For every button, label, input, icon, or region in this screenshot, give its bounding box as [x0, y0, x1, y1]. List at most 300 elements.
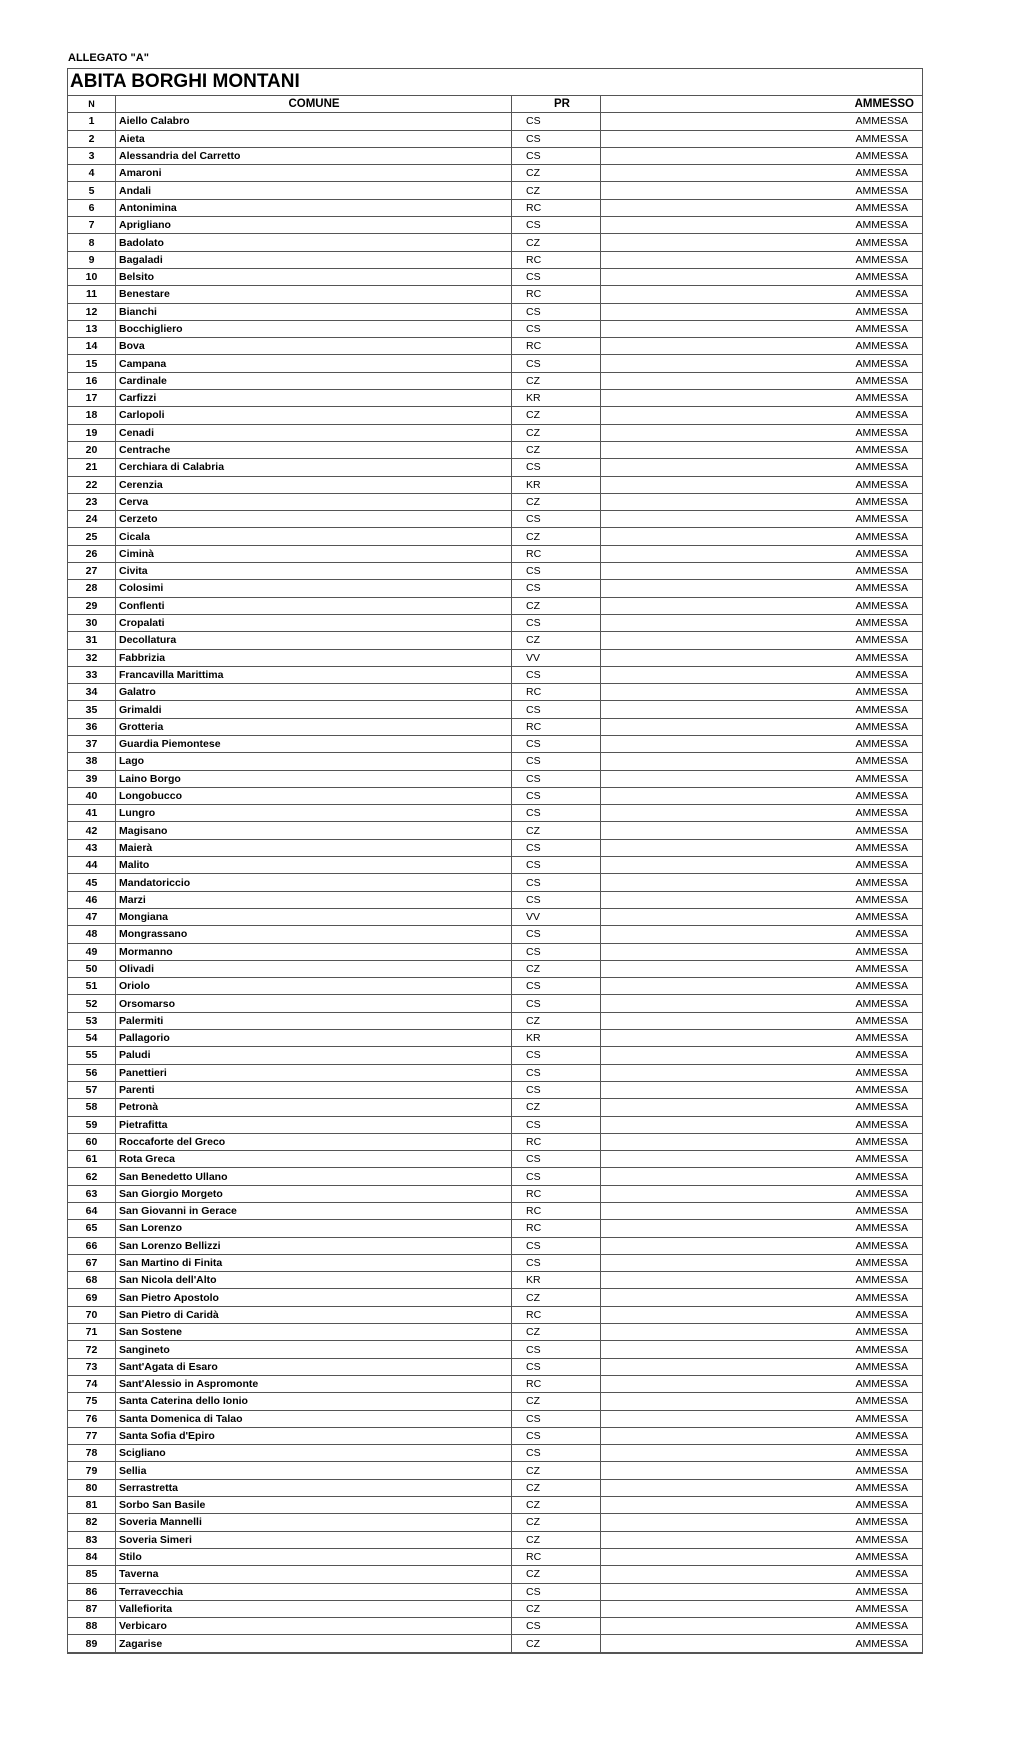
province-code: CZ: [512, 597, 601, 614]
row-number: 49: [68, 943, 116, 960]
province-code: RC: [512, 338, 601, 355]
admission-status: AMMESSA: [601, 580, 923, 597]
comune-name: Soveria Mannelli: [116, 1514, 512, 1531]
province-code: RC: [512, 718, 601, 735]
row-number: 39: [68, 770, 116, 787]
comune-name: Aprigliano: [116, 217, 512, 234]
table-row: [68, 1220, 922, 1237]
comune-name: Taverna: [116, 1566, 512, 1583]
table-row: [68, 1410, 922, 1427]
province-code: CS: [512, 1341, 601, 1358]
admission-status: AMMESSA: [601, 1600, 923, 1617]
admission-status: AMMESSA: [601, 805, 923, 822]
table-row: [68, 822, 922, 839]
table-row: [68, 1116, 922, 1133]
comune-name: Francavilla Marittima: [116, 666, 512, 683]
table-row: [68, 701, 922, 718]
table-row: [68, 1427, 922, 1444]
table-row: [68, 199, 922, 216]
table-row: [68, 684, 922, 701]
table-row: [68, 113, 922, 130]
comune-name: Antonimina: [116, 199, 512, 216]
admission-status: AMMESSA: [601, 130, 923, 147]
comune-name: San Sostene: [116, 1324, 512, 1341]
table-row: [68, 217, 922, 234]
province-code: CS: [512, 1254, 601, 1271]
province-code: CS: [512, 1427, 601, 1444]
row-number: 29: [68, 597, 116, 614]
province-code: CZ: [512, 632, 601, 649]
admission-status: AMMESSA: [601, 943, 923, 960]
admission-status: AMMESSA: [601, 753, 923, 770]
row-number: 3: [68, 147, 116, 164]
admission-status: AMMESSA: [601, 735, 923, 752]
table-row: [68, 147, 922, 164]
row-number: 74: [68, 1375, 116, 1392]
comune-name: Cropalati: [116, 614, 512, 631]
row-number: 10: [68, 268, 116, 285]
province-code: CS: [512, 1583, 601, 1600]
comune-name: San Benedetto Ullano: [116, 1168, 512, 1185]
province-code: CZ: [512, 182, 601, 199]
table-row: [68, 1324, 922, 1341]
province-code: CZ: [512, 1324, 601, 1341]
row-number: 22: [68, 476, 116, 493]
admission-status: AMMESSA: [601, 978, 923, 995]
admission-status: AMMESSA: [601, 165, 923, 182]
row-number: 32: [68, 649, 116, 666]
admission-status: AMMESSA: [601, 1358, 923, 1375]
row-number: 72: [68, 1341, 116, 1358]
province-code: CZ: [512, 407, 601, 424]
comune-name: San Giorgio Morgeto: [116, 1185, 512, 1202]
row-number: 64: [68, 1203, 116, 1220]
admission-status: AMMESSA: [601, 995, 923, 1012]
admission-status: AMMESSA: [601, 1116, 923, 1133]
row-number: 68: [68, 1272, 116, 1289]
comune-name: Panettieri: [116, 1064, 512, 1081]
province-code: CS: [512, 839, 601, 856]
admission-status: AMMESSA: [601, 1133, 923, 1150]
row-number: 8: [68, 234, 116, 251]
comune-name: Badolato: [116, 234, 512, 251]
row-number: 23: [68, 493, 116, 510]
row-number: 80: [68, 1479, 116, 1496]
row-number: 61: [68, 1151, 116, 1168]
comune-name: Colosimi: [116, 580, 512, 597]
province-code: CZ: [512, 1566, 601, 1583]
row-number: 79: [68, 1462, 116, 1479]
admission-status: AMMESSA: [601, 459, 923, 476]
table-row: [68, 390, 922, 407]
admission-status: AMMESSA: [601, 217, 923, 234]
table-row: [68, 943, 922, 960]
row-number: 65: [68, 1220, 116, 1237]
table-row: [68, 476, 922, 493]
table-row: [68, 787, 922, 804]
admission-status: AMMESSA: [601, 1168, 923, 1185]
admission-status: AMMESSA: [601, 1497, 923, 1514]
comune-name: Scigliano: [116, 1445, 512, 1462]
province-code: CZ: [512, 1012, 601, 1029]
table-row: [68, 303, 922, 320]
row-number: 4: [68, 165, 116, 182]
table-row: [68, 1497, 922, 1514]
row-number: 13: [68, 320, 116, 337]
header-ammesso: AMMESSO: [601, 96, 923, 113]
admission-status: AMMESSA: [601, 770, 923, 787]
comune-name: Andali: [116, 182, 512, 199]
admission-status: AMMESSA: [601, 251, 923, 268]
row-number: 12: [68, 303, 116, 320]
province-code: CS: [512, 580, 601, 597]
table-row: [68, 1479, 922, 1496]
comune-name: San Lorenzo: [116, 1220, 512, 1237]
admission-status: AMMESSA: [601, 234, 923, 251]
admission-status: AMMESSA: [601, 199, 923, 216]
admission-status: AMMESSA: [601, 1618, 923, 1635]
admission-status: AMMESSA: [601, 441, 923, 458]
province-code: CS: [512, 995, 601, 1012]
province-code: CS: [512, 735, 601, 752]
province-code: CZ: [512, 528, 601, 545]
comune-name: Bocchigliero: [116, 320, 512, 337]
row-number: 75: [68, 1393, 116, 1410]
admission-status: AMMESSA: [601, 1393, 923, 1410]
province-code: KR: [512, 1030, 601, 1047]
admission-status: AMMESSA: [601, 182, 923, 199]
row-number: 78: [68, 1445, 116, 1462]
table-row: [68, 632, 922, 649]
comune-name: Carfizzi: [116, 390, 512, 407]
row-number: 44: [68, 857, 116, 874]
admission-status: AMMESSA: [601, 666, 923, 683]
comune-name: Mongiana: [116, 908, 512, 925]
province-code: CS: [512, 563, 601, 580]
table-row: [68, 338, 922, 355]
province-code: CS: [512, 130, 601, 147]
comune-name: Cerchiara di Calabria: [116, 459, 512, 476]
row-number: 87: [68, 1600, 116, 1617]
province-code: CS: [512, 1445, 601, 1462]
table-row: [68, 1514, 922, 1531]
admission-status: AMMESSA: [601, 1220, 923, 1237]
table-row: [68, 805, 922, 822]
province-code: RC: [512, 251, 601, 268]
table-row: [68, 320, 922, 337]
province-code: CZ: [512, 1531, 601, 1548]
table-row: [68, 251, 922, 268]
table-row: [68, 874, 922, 891]
header-n: N: [68, 96, 116, 113]
province-code: CS: [512, 891, 601, 908]
row-number: 53: [68, 1012, 116, 1029]
admission-status: AMMESSA: [601, 320, 923, 337]
row-number: 57: [68, 1081, 116, 1098]
admission-status: AMMESSA: [601, 1341, 923, 1358]
admission-status: AMMESSA: [601, 476, 923, 493]
province-code: CS: [512, 1168, 601, 1185]
province-code: CZ: [512, 1289, 601, 1306]
comune-name: Ciminà: [116, 545, 512, 562]
admission-status: AMMESSA: [601, 1272, 923, 1289]
comune-name: Stilo: [116, 1548, 512, 1565]
comune-name: Belsito: [116, 268, 512, 285]
row-number: 86: [68, 1583, 116, 1600]
comune-name: San Giovanni in Gerace: [116, 1203, 512, 1220]
admission-status: AMMESSA: [601, 1203, 923, 1220]
admission-status: AMMESSA: [601, 787, 923, 804]
comune-name: Terravecchia: [116, 1583, 512, 1600]
table-row: [68, 545, 922, 562]
province-code: VV: [512, 908, 601, 925]
row-number: 34: [68, 684, 116, 701]
comune-name: Paludi: [116, 1047, 512, 1064]
province-code: RC: [512, 1375, 601, 1392]
comune-name: Cerzeto: [116, 511, 512, 528]
admission-status: AMMESSA: [601, 1030, 923, 1047]
admission-status: AMMESSA: [601, 1324, 923, 1341]
table-row: [68, 1306, 922, 1323]
admission-status: AMMESSA: [601, 1254, 923, 1271]
table-row: [68, 666, 922, 683]
table-row: [68, 597, 922, 614]
admission-status: AMMESSA: [601, 1185, 923, 1202]
admission-status: AMMESSA: [601, 1064, 923, 1081]
table-row: [68, 286, 922, 303]
province-code: CZ: [512, 441, 601, 458]
header-pr: PR: [512, 96, 601, 113]
table-row: [68, 1081, 922, 1098]
comune-name: Guardia Piemontese: [116, 735, 512, 752]
comune-name: Civita: [116, 563, 512, 580]
table-row: [68, 1393, 922, 1410]
admission-status: AMMESSA: [601, 1289, 923, 1306]
comune-name: Alessandria del Carretto: [116, 147, 512, 164]
province-code: CS: [512, 1116, 601, 1133]
comune-name: Pallagorio: [116, 1030, 512, 1047]
admission-status: AMMESSA: [601, 1445, 923, 1462]
province-code: CS: [512, 320, 601, 337]
comune-name: Pietrafitta: [116, 1116, 512, 1133]
comune-name: Grimaldi: [116, 701, 512, 718]
comune-name: Aiello Calabro: [116, 113, 512, 130]
row-number: 70: [68, 1306, 116, 1323]
province-code: CS: [512, 1047, 601, 1064]
province-code: RC: [512, 1220, 601, 1237]
row-number: 33: [68, 666, 116, 683]
row-number: 51: [68, 978, 116, 995]
table-row: [68, 528, 922, 545]
row-number: 9: [68, 251, 116, 268]
row-number: 40: [68, 787, 116, 804]
province-code: CS: [512, 614, 601, 631]
province-code: RC: [512, 1306, 601, 1323]
row-number: 69: [68, 1289, 116, 1306]
municipalities-table-box: [67, 68, 923, 1654]
table-row: [68, 1341, 922, 1358]
admission-status: AMMESSA: [601, 1237, 923, 1254]
table-row: [68, 1583, 922, 1600]
row-number: 60: [68, 1133, 116, 1150]
table-row: [68, 493, 922, 510]
province-code: CS: [512, 1064, 601, 1081]
row-number: 21: [68, 459, 116, 476]
table-row: [68, 1237, 922, 1254]
admission-status: AMMESSA: [601, 857, 923, 874]
admission-status: AMMESSA: [601, 1635, 923, 1652]
province-code: CS: [512, 268, 601, 285]
row-number: 63: [68, 1185, 116, 1202]
comune-name: Santa Caterina dello Ionio: [116, 1393, 512, 1410]
table-row: [68, 165, 922, 182]
comune-name: Petronà: [116, 1099, 512, 1116]
admission-status: AMMESSA: [601, 1531, 923, 1548]
row-number: 27: [68, 563, 116, 580]
comune-name: Zagarise: [116, 1635, 512, 1652]
comune-name: Mormanno: [116, 943, 512, 960]
admission-status: AMMESSA: [601, 390, 923, 407]
table-header-row: [68, 96, 922, 113]
admission-status: AMMESSA: [601, 718, 923, 735]
table-row: [68, 1548, 922, 1565]
province-code: CZ: [512, 1635, 601, 1652]
row-number: 26: [68, 545, 116, 562]
comune-name: Lungro: [116, 805, 512, 822]
table-row: [68, 614, 922, 631]
row-number: 30: [68, 614, 116, 631]
table-row: [68, 234, 922, 251]
row-number: 19: [68, 424, 116, 441]
table-row: [68, 1064, 922, 1081]
province-code: CS: [512, 926, 601, 943]
admission-status: AMMESSA: [601, 1012, 923, 1029]
province-code: CS: [512, 787, 601, 804]
province-code: CZ: [512, 1514, 601, 1531]
row-number: 50: [68, 960, 116, 977]
province-code: CZ: [512, 493, 601, 510]
table-row: [68, 580, 922, 597]
row-number: 66: [68, 1237, 116, 1254]
admission-status: AMMESSA: [601, 614, 923, 631]
table-row: [68, 718, 922, 735]
table-row: [68, 1151, 922, 1168]
row-number: 42: [68, 822, 116, 839]
row-number: 36: [68, 718, 116, 735]
table-row: [68, 891, 922, 908]
row-number: 5: [68, 182, 116, 199]
comune-name: Sellia: [116, 1462, 512, 1479]
comune-name: Malito: [116, 857, 512, 874]
admission-status: AMMESSA: [601, 1566, 923, 1583]
province-code: CS: [512, 978, 601, 995]
row-number: 59: [68, 1116, 116, 1133]
row-number: 84: [68, 1548, 116, 1565]
table-row: [68, 511, 922, 528]
admission-status: AMMESSA: [601, 649, 923, 666]
admission-status: AMMESSA: [601, 1583, 923, 1600]
row-number: 6: [68, 199, 116, 216]
province-code: CZ: [512, 1479, 601, 1496]
province-code: CS: [512, 1081, 601, 1098]
row-number: 73: [68, 1358, 116, 1375]
row-number: 55: [68, 1047, 116, 1064]
admission-status: AMMESSA: [601, 147, 923, 164]
row-number: 11: [68, 286, 116, 303]
row-number: 31: [68, 632, 116, 649]
table-row: [68, 424, 922, 441]
province-code: CZ: [512, 960, 601, 977]
admission-status: AMMESSA: [601, 1047, 923, 1064]
table-row: [68, 1047, 922, 1064]
comune-name: Decollatura: [116, 632, 512, 649]
table-row: [68, 908, 922, 925]
table-row: [68, 1635, 922, 1652]
comune-name: Aieta: [116, 130, 512, 147]
comune-name: Soveria Simeri: [116, 1531, 512, 1548]
comune-name: Serrastretta: [116, 1479, 512, 1496]
header-comune: COMUNE: [116, 96, 512, 113]
table-row: [68, 1462, 922, 1479]
province-code: KR: [512, 1272, 601, 1289]
row-number: 28: [68, 580, 116, 597]
admission-status: AMMESSA: [601, 960, 923, 977]
province-code: VV: [512, 649, 601, 666]
comune-name: Oriolo: [116, 978, 512, 995]
comune-name: Carlopoli: [116, 407, 512, 424]
table-row: [68, 130, 922, 147]
province-code: RC: [512, 1185, 601, 1202]
table-row: [68, 1531, 922, 1548]
province-code: CZ: [512, 165, 601, 182]
province-code: CZ: [512, 372, 601, 389]
admission-status: AMMESSA: [601, 1462, 923, 1479]
province-code: RC: [512, 286, 601, 303]
comune-name: Mandatoriccio: [116, 874, 512, 891]
row-number: 88: [68, 1618, 116, 1635]
row-number: 7: [68, 217, 116, 234]
comune-name: Amaroni: [116, 165, 512, 182]
table-row: [68, 1618, 922, 1635]
table-row: [68, 839, 922, 856]
admission-status: AMMESSA: [601, 908, 923, 925]
province-code: CZ: [512, 822, 601, 839]
province-code: CZ: [512, 1462, 601, 1479]
table-row: [68, 1203, 922, 1220]
province-code: CS: [512, 147, 601, 164]
row-number: 76: [68, 1410, 116, 1427]
municipalities-table: [68, 96, 922, 1653]
comune-name: Fabbrizia: [116, 649, 512, 666]
row-number: 16: [68, 372, 116, 389]
province-code: CS: [512, 857, 601, 874]
row-number: 17: [68, 390, 116, 407]
admission-status: AMMESSA: [601, 632, 923, 649]
admission-status: AMMESSA: [601, 1306, 923, 1323]
admission-status: AMMESSA: [601, 286, 923, 303]
row-number: 24: [68, 511, 116, 528]
admission-status: AMMESSA: [601, 891, 923, 908]
province-code: CS: [512, 113, 601, 130]
comune-name: Bova: [116, 338, 512, 355]
comune-name: Parenti: [116, 1081, 512, 1098]
admission-status: AMMESSA: [601, 355, 923, 372]
admission-status: AMMESSA: [601, 597, 923, 614]
province-code: RC: [512, 1133, 601, 1150]
comune-name: Longobucco: [116, 787, 512, 804]
province-code: CZ: [512, 1099, 601, 1116]
comune-name: San Martino di Finita: [116, 1254, 512, 1271]
